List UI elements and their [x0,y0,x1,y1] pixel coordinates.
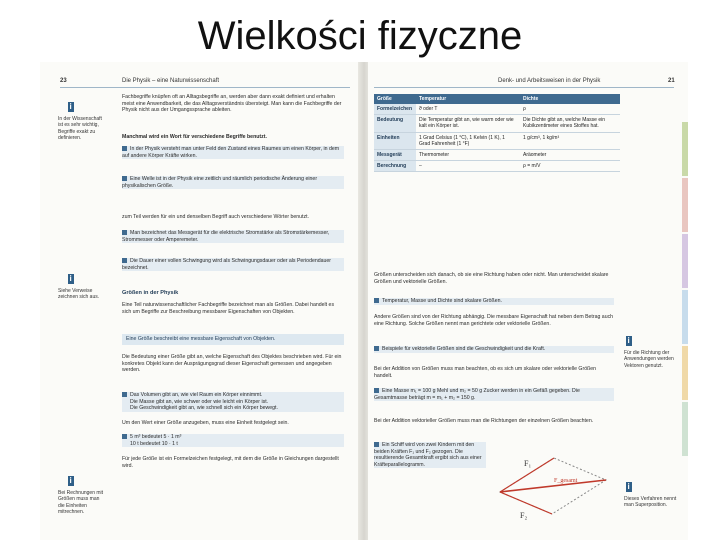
example-text: Die Dauer einer vollen Schwingung wird als Schwingungsdauer oder als Periodendauer bezeichnet. [122,258,331,271]
example-box [374,346,614,353]
label-f2: F₂ [520,511,528,520]
row-header: Bedeutung [374,115,416,132]
chapter-tab [682,346,688,400]
example-text: Beispiele für vektorielle Größen sind die Geschwindigkeit und die Kraft. [382,346,546,352]
margin-note: Bei Rechnungen mit Größen muss man die Einheiten mitrechnen. [58,490,104,516]
example-text: Das Volumen gibt an, wie viel Raum ein Körper einnimmt. [130,392,263,398]
example-text: Eine Welle ist in der Physik eine zeitlich und räumlich periodische Änderung einer physikalischen Größe. [122,176,318,189]
force-parallelogram-diagram [494,446,614,530]
right-page-header: Denk- und Arbeitsweisen in der Physik [498,78,601,84]
right-page [368,62,688,540]
example-marker-icon [374,298,379,303]
paragraph: Fachbegriffe knüpfen oft an Alltagsbegriffe an, werden aber dann exakt definiert und erhalten meist eine Anwendbarkeit, die das Alltagsverständnis übersteigt. Man kann die Fachbegriffe der Physik nicht aus der Umgangssprache ableiten. [122,94,342,114]
paragraph: Größen unterscheiden sich danach, ob sie eine Richtung haben oder nicht. Man unterscheidet skalare Größen und vektorielle Größen. [374,272,609,285]
example-box [374,388,614,401]
chapter-tab [682,178,688,232]
example-box [122,230,344,243]
paragraph: Für jede Größe ist ein Formelzeichen festgelegt, mit dem die Größe in Gleichungen dargestellt wird. [122,456,339,469]
chapter-tab [682,234,688,288]
paragraph: Bei der Addition von Größen muss man beachten, ob es sich um skalare oder vektorielle Größen handelt. [374,366,597,379]
example-box [374,442,486,468]
column-header: Temperatur [416,94,520,104]
chapter-tab [682,290,688,344]
chapter-tab [682,402,688,456]
book-spread [40,62,688,540]
example-box [122,176,344,189]
paragraph: zum Teil werden für ein und denselben Begriff auch verschiedene Wörter benutzt. [122,214,309,220]
example-text: Eine Masse m₁ = 100 g Mehl und m₂ = 50 g Zucker werden in ein Gefäß gegeben. Die Gesamtmasse beträgt m = m₁ + m₂ = 150 g. [374,388,580,401]
example-marker-icon [122,230,127,235]
table-cell: ρ = m/V [520,161,620,172]
definition-callout: Eine Größe beschreibt eine messbare Eigenschaft von Objekten. [122,334,344,345]
paragraph: Die Bedeutung einer Größe gibt an, welche Eigenschaft des Objektes beschrieben wird. Für ein konkretes Objekt kann der Ausprägungsgrad dieser Eigenschaft gemessen und angegeben werden. [122,354,342,374]
example-text: 10 t bedeutet 10 · 1 t [130,440,178,447]
header-rule [374,87,674,88]
margin-note: Siehe Verweise zeichnen sich aus. [58,288,100,301]
label-resultant: F_gesamt [554,478,578,484]
paragraph: Eine Teil naturwissenschaftlicher Fachbegriffe bezeichnet man als Größen. Dabei handelt es sich um Begriffe zur Beschreibung messbarer Eigenschaften von Objekten. [122,302,335,315]
example-box [122,392,344,412]
info-icon [68,274,74,284]
table-row [374,115,620,132]
table-cell: Thermometer [416,150,520,161]
example-marker-icon [122,392,127,397]
example-text: Temperatur, Masse und Dichte sind skalare Größen. [382,298,502,304]
table-cell: ϑ oder T [416,104,520,115]
info-icon [68,476,74,486]
table-cell: Aräometer [520,150,620,161]
row-header: Einheiten [374,132,416,149]
table-cell: 1 g/cm³, 1 kg/m³ [520,132,620,149]
table-row [374,104,620,115]
info-icon [626,336,632,346]
chapter-tab [682,122,688,176]
row-header: Berechnung [374,161,416,172]
table-header-row [374,94,620,104]
example-text: Man bezeichnet das Messgerät für die elektrische Stromstärke als Stromstärkemesser, Strommesser oder Amperemeter. [122,230,330,243]
table-row [374,132,620,149]
quantity-table [374,94,620,172]
margin-note: In der Wissenschaft ist es sehr wichtig, Begriffe exakt zu definieren. [58,116,102,142]
label-f1: F₁ [524,459,532,468]
paragraph: Andere Größen sind von der Richtung abhängig. Die messbare Eigenschaft hat neben dem Betrag auch eine Richtung. Solche Größen nennt man gerichtete oder vektorielle Größen. [374,314,614,327]
margin-note: Dieses Verfahren nennt man Superposition. [624,496,677,509]
example-marker-icon [374,388,379,393]
example-box [122,258,344,271]
example-marker-icon [122,176,127,181]
example-text: In der Physik versteht man unter Feld den Zustand eines Raumes um einen Körper, in dem auf andere Körper Kräfte wirken. [122,146,340,159]
example-text: 5 m³ bedeutet 5 · 1 m³ [130,434,182,440]
right-page-number: 21 [668,78,675,84]
example-box [374,298,614,305]
info-icon [68,102,74,112]
column-header: Größe [374,94,416,104]
example-marker-icon [374,442,379,447]
left-page-header: Die Physik – eine Naturwissenschaft [122,78,220,84]
example-text: Die Geschwindigkeit gibt an, wie schnell sich ein Körper bewegt. [130,405,278,412]
table-row [374,161,620,172]
margin-note: Für die Richtung der Anwendungen werden Vektoren genutzt. [624,350,674,369]
table-cell: Die Dichte gibt an, welche Masse ein Kubikzentimeter eines Stoffes hat. [520,115,620,132]
example-text: Ein Schiff wird von zwei Kindern mit den beiden Kräften F₁ und F₂ gezogen. Die resultierende Gesamtkraft ergibt sich aus einer Kräfteparallelogramm. [374,442,482,468]
slide-title: Wielkości fizyczne [197,14,523,58]
example-marker-icon [374,346,379,351]
header-rule [60,87,350,88]
column-header: Dichte [520,94,620,104]
left-page [40,62,360,540]
paragraph: Manchmal wird ein Wort für verschiedene Begriffe benutzt. [122,134,267,140]
example-box [122,434,344,447]
table-row [374,150,620,161]
example-box [122,146,344,159]
table-cell: – [416,161,520,172]
table-cell: 1 Grad Celsius (1 °C), 1 Kelvin (1 K), 1 Grad Fahrenheit (1 °F) [416,132,520,149]
table-cell: Die Temperatur gibt an, wie warm oder wie kalt ein Körper ist. [416,115,520,132]
info-icon [626,482,632,492]
table-cell: ρ [520,104,620,115]
chapter-tab-strip [682,122,688,458]
left-page-number: 23 [60,78,67,84]
paragraph: Bei der Addition vektorieller Größen muss man die Richtungen der einzelnen Größen beachten. [374,418,594,424]
example-marker-icon [122,146,127,151]
example-marker-icon [122,434,127,439]
row-header: Messgerät [374,150,416,161]
section-heading: Größen in der Physik [122,290,179,296]
example-text: Die Masse gibt an, wie schwer oder wie leicht ein Körper ist. [130,398,269,405]
paragraph: Um den Wert einer Größe anzugeben, muss eine Einheit festgelegt sein. [122,420,289,426]
example-marker-icon [122,258,127,263]
row-header: Formelzeichen [374,104,416,115]
